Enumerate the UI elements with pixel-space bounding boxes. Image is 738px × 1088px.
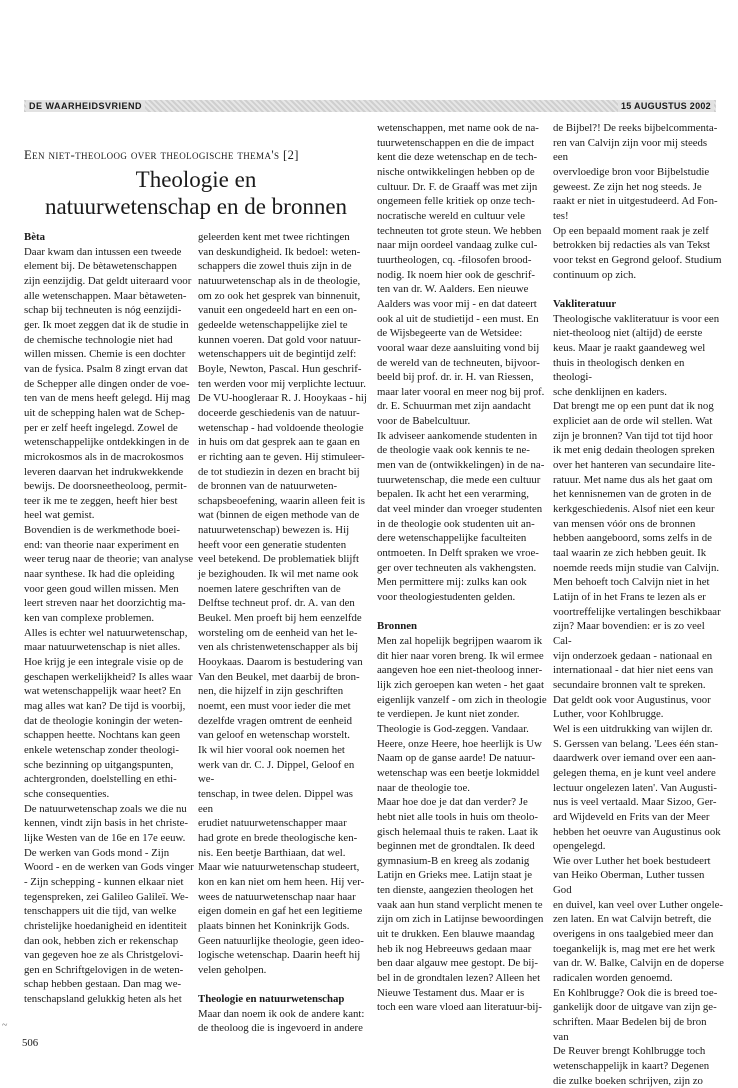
text-line: Delftse techneut prof. dr. A. van den — [198, 597, 355, 610]
text-line: Men zal hopelijk begrijpen waarom ik — [377, 634, 543, 647]
text-line — [553, 282, 724, 297]
text-line: Ik adviseer aankomende studenten in — [377, 429, 538, 442]
text-line: erudiet natuurwetenschapper maar — [198, 817, 347, 830]
text-line: leveren daarvan het indrukwekkende — [24, 465, 184, 478]
text-line: betrokken bij redacties als van Tekst — [553, 239, 711, 252]
margin-mark: ~ — [2, 1020, 8, 1031]
text-line: Woord - en de werken van Gods vinger — [24, 861, 194, 874]
text-line: de wereld van de techneuten, bijvoor- — [377, 356, 540, 369]
text-line: naar de theologie toe. — [377, 781, 470, 794]
text-line: Ik wil hier vooral ook noemen het — [198, 743, 345, 756]
text-line: uit te drukken. Een blauwe maandag — [377, 928, 535, 941]
text-line: ten werden voor mij verplichte lectuur. — [198, 377, 366, 390]
text-line: Van den Beukel, met daarbij de bron- — [198, 670, 360, 683]
text-line: keus. Maar je raakt gaandeweg wel — [553, 341, 706, 354]
text-line: Beukel. Men proeft bij hem eenzelfde — [198, 612, 362, 625]
text-line: lijk zich geroepen kan weten - het gaat — [377, 678, 544, 691]
text-line: expliciet aan de orde wil stellen. Wat — [553, 415, 713, 428]
text-line: hebben aangeboord, soms zelfs in de — [553, 532, 712, 545]
text-line: geweest. Ze zijn het nog steeds. Je — [553, 180, 702, 193]
text-line: vaak aan hun stand verplicht menen te — [377, 898, 543, 911]
text-line: wetenschappelijke ontdekkingen in de — [24, 436, 190, 449]
text-line: aangeven hoe een niet-theoloog inner- — [377, 664, 543, 677]
text-line: ren van Calvijn zijn voor mij steeds een — [553, 136, 708, 164]
text-line: tes! — [553, 209, 569, 222]
running-header — [24, 100, 716, 112]
text-line: Nieuwe Testament dus. Maar er is — [377, 986, 525, 999]
text-line: kon en kan niet om hem heen. Hij ver- — [198, 875, 365, 888]
text-line: voor geen goud willen missen. Men — [24, 582, 179, 595]
text-line: Boyle, Newton, Pascal. Hun geschrif- — [198, 362, 362, 375]
text-line: doceerde geschiedenis van de natuur- — [198, 406, 360, 419]
text-line: velen geholpen. — [198, 963, 267, 976]
text-line: kunnen voeren. Dat gold voor natuur- — [198, 333, 361, 346]
text-line: gisch helemaal thuis te raken. Laat ik — [377, 825, 538, 838]
text-line: dan ook, hebben zich er rekenschap — [24, 934, 179, 947]
text-line: vijn onderzoek gedaan - nationaal en — [553, 649, 713, 662]
section-heading: Vakliteratuur — [553, 297, 617, 310]
text-line: voor de Babelcultuur. — [377, 415, 471, 428]
text-line: natuurwetenschap als in de theologie, — [198, 274, 361, 287]
text-line: microkosmos als in de macrokosmos — [24, 450, 184, 463]
text-line: enkele wetenschap zonder theologi- — [24, 743, 179, 756]
text-column-2 — [198, 230, 368, 1036]
text-line: nus is veel vertaald. Maar Sizoo, Ger- — [553, 796, 717, 809]
text-line: lijke Westen van de 16e en 17e eeuw. — [24, 831, 186, 844]
text-line: ten van dr. W. Aalders. Een nieuwe — [377, 283, 529, 296]
text-line: De werken van Gods mond - Zijn — [24, 846, 170, 859]
text-line: Op een bepaald moment raak je zelf — [553, 224, 709, 237]
text-line: cultuur. Dr. F. de Graaff was met zijn — [377, 180, 538, 193]
text-line: beeld bij prof. dr. ir. H. van Riessen, — [377, 371, 534, 384]
text-line: ten dienste, aangezien theologen het — [377, 884, 534, 897]
text-line: ken van complexe problemen. — [24, 612, 155, 625]
text-line: dr. E. Schuurman met zijn aandacht — [377, 400, 531, 413]
text-line: de bronnen van de natuurweten- — [198, 480, 338, 493]
text-line: De natuurwetenschap zoals we die nu — [24, 802, 187, 815]
text-line: Men permittere mij: zulks kan ook — [377, 576, 527, 589]
text-line: de Schepper alle dingen onder de voe- — [24, 377, 190, 390]
text-line: van deskundigheid. Ik bedoel: weten- — [198, 245, 361, 258]
text-line: schriften. Maar Bedelen bij de bron van — [553, 1016, 707, 1043]
text-line: zijn? Maar bovendien: er is zo veel Cal- — [553, 620, 705, 647]
text-line: teer ik me te zeggen, heeft hier best — [24, 494, 178, 507]
text-line: tuurwetenschap, die mede een cultuur — [377, 473, 541, 486]
text-line: naar synthese. Ik had die opleiding — [24, 568, 175, 581]
text-line: Hooykaas. Daarom is bestudering van — [198, 656, 363, 669]
text-line: hebben het oeuvre van Augustinus ook — [553, 825, 721, 838]
text-line: Theologie is God-zeggen. Vandaar. — [377, 722, 529, 735]
text-line: voor tekst en Gegrond geloof. Studium — [553, 253, 722, 266]
text-line: Naam op de ganse aarde! De natuur- — [377, 752, 536, 765]
text-line: werk van dr. C. J. Dippel, Geloof en we- — [198, 758, 355, 786]
text-line: tenschappers uit die tijd, van welke — [24, 905, 177, 918]
text-line: je bezighouden. Ik wil met name ook — [198, 568, 359, 581]
text-line: ven als christenwetenschapper als bij — [198, 641, 359, 654]
text-line: men van de (ontwikkelingen) in de na- — [377, 459, 545, 472]
text-line: tuurtheologen, cq. -filosofen brood- — [377, 253, 532, 266]
text-line: hebt niet alle tools in huis om theolo- — [377, 810, 539, 823]
text-line: uit de schepping halen wat de Schep- — [24, 406, 185, 419]
text-line: geschapen werkelijkheid? Is alles waar — [24, 670, 193, 683]
text-line: in huis om dat gesprek aan te gaan en — [198, 436, 360, 449]
text-line: ger over techneuten als vakhengsten. — [377, 561, 537, 574]
text-line: en duivel, kan veel over Luther ongele- — [553, 898, 723, 911]
publication-name: DE WAARHEIDSVRIEND — [26, 100, 145, 112]
text-line: overvloedige bron voor Bijbelstudie — [553, 165, 710, 178]
text-line: van de fysica. Psalm 8 zingt ervan dat — [24, 362, 188, 375]
text-line: Maar wie natuurwetenschap studeert, — [198, 861, 360, 874]
text-column-3 — [377, 121, 548, 1015]
text-line: noemen latere geschriften van de — [198, 582, 341, 595]
text-line: schapsbeoefening, waarin alleen feit is — [198, 494, 365, 507]
text-line: gymnasium-B en kreeg als zodanig — [377, 854, 530, 867]
text-line: nen, die hijzelf in zijn geschriften — [198, 685, 344, 698]
text-line: veel betekend. De problematiek blijft — [198, 553, 359, 566]
text-line — [198, 977, 368, 992]
text-line: vooral waar deze aansluiting vond bij — [377, 341, 540, 354]
text-line: kennen, vindt zijn basis in het christe- — [24, 817, 189, 830]
text-line: bewijs. De doorsneetheoloog, permit- — [24, 480, 187, 493]
text-line: gen en Schriftgelovigen in de weten- — [24, 963, 184, 976]
text-line: het kennisnemen van de groten in de — [553, 488, 712, 501]
text-line: christelijke hoedanigheid en identiteit — [24, 919, 187, 932]
text-line: raakt er niet in uitgestudeerd. Ad Fon- — [553, 195, 718, 208]
text-line: toch een ware vloed aan literatuur-bij- — [377, 1001, 542, 1014]
text-line: ger. Ik moet zeggen dat ik de studie in — [24, 318, 189, 331]
text-line: heeft voor een generatie studenten — [198, 538, 347, 551]
text-line: te verdiepen. Je kunt niet zonder. — [377, 708, 520, 721]
text-line: dit hier naar voren breng. Ik wil ermee — [377, 649, 544, 662]
text-line: Bovendien is de werkmethode boei- — [24, 524, 180, 537]
text-line: worsteling om de eenheid van het le- — [198, 626, 358, 639]
text-line: nis. Een beetje Barthiaan, dat wel. — [198, 846, 346, 859]
text-line: schappers die zowel thuis zijn in de — [198, 260, 352, 273]
text-line: - Zijn schepping - kunnen elkaar niet — [24, 875, 184, 888]
text-line: de Wijsbegeerte van de Wetsidee: — [377, 327, 523, 340]
text-line: Hoe krijg je een integrale visie op de — [24, 656, 184, 669]
text-line: taal waarin ze zich hebben geuit. Ik — [553, 547, 707, 560]
text-line: noemde reeds mijn studie van Calvijn. — [553, 561, 720, 574]
text-line: kerkgeschiedenis. Alsof niet een keur — [553, 503, 715, 516]
text-line: geleerden kent met twee richtingen — [198, 231, 350, 243]
text-line: logische wetenschap. Daarin heeft hij — [198, 949, 361, 962]
text-line: noemt, een must voor ieder die met — [198, 700, 351, 712]
text-line: dat de theologie koningin der weten- — [24, 714, 183, 727]
text-line: Daar kwam dan intussen een tweede — [24, 245, 182, 258]
text-line: dat veel minder dan vroeger studenten — [377, 503, 543, 516]
text-line: daardwerk over iemand over een aan- — [553, 752, 716, 765]
text-line: wat (binnen de eigen methode van de — [198, 509, 360, 522]
text-line: nische ontwikkelingen hebben op de — [377, 165, 535, 178]
text-line: techneuten tot grote steun. We hebben — [377, 224, 542, 237]
text-line: Men behoeft toch Calvijn niet in het — [553, 576, 710, 589]
text-line: internationaal - dat hier niet eens van — [553, 664, 714, 677]
title-line-1: Theologie en — [135, 167, 257, 192]
text-line: sche denklijnen en kaders. — [553, 385, 667, 398]
text-line: Heere, onze Heere, hoe heerlijk is Uw — [377, 737, 542, 750]
text-line: gankelijk door de uitgave van zijn ge- — [553, 1001, 717, 1014]
section-heading: Bèta — [24, 231, 45, 243]
text-line: En Kohlbrugge? Ook die is breed toe- — [553, 986, 718, 999]
text-line: wetenschappen, met name ook de na- — [377, 122, 539, 134]
text-line: van gegeven hoe ze als Christgelovi- — [24, 949, 184, 962]
text-line: toegankelijk is, mag met ere het werk — [553, 942, 716, 955]
text-line: tenschapsland gelukkig heten als het — [24, 993, 182, 1006]
text-line: Theologische vakliteratuur is voor een — [553, 312, 720, 325]
text-line: mag alles wat kan? De tijd is voorbij, — [24, 700, 186, 712]
text-line: wetenschap - had voldoende theologie — [198, 421, 364, 434]
text-line: natuurwetenschap) bewezen is. Hij — [198, 524, 350, 537]
text-line: secundaire bronnen valt te spreken. — [553, 678, 706, 691]
text-line: voortreffelijke vertalingen beschikbaar — [553, 605, 721, 618]
text-line: de theologie vaak ook kennis te ne- — [377, 444, 530, 457]
text-line: wees de natuurwetenschap naar haar — [198, 890, 356, 903]
text-line: per er zelf heeft ingelegd. Zowel de — [24, 421, 178, 434]
text-line: bel in de grondtalen lezen? Alleen het — [377, 972, 541, 985]
text-line: nodig. Ik noem hier ook de geschrif- — [377, 268, 536, 281]
text-line: end: van theorie naar experiment en — [24, 538, 179, 551]
text-line: ik met enig dedain theologen spreken — [553, 444, 715, 457]
text-line: bepalen. Ik acht het een verarming, — [377, 488, 529, 501]
text-line: maar later vooral en meer nog bij prof. — [377, 385, 545, 398]
text-line: Latijn en Grieks mee. Latijn staat je — [377, 869, 532, 882]
text-line: ard Wijdeveld en Frits van der Meer — [553, 810, 710, 823]
text-line: Latijn of in het Frans te lezen als er — [553, 591, 706, 603]
text-line: Dat geldt ook voor Augustinus, voor — [553, 693, 711, 706]
text-line: Aalders was voor mij - en dat dateert — [377, 297, 537, 310]
text-line: schappen heette. Nochtans kan geen — [24, 729, 181, 742]
text-line: zen laten. En wat Calvijn betreft, die — [553, 913, 712, 926]
text-line: had grote en brede theologische ken- — [198, 831, 358, 844]
text-line: gedeelde wetenschappelijke ziel te — [198, 318, 348, 331]
text-line: Luther, voor Kohlbrugge. — [553, 708, 664, 721]
text-line: beginnen met de grondtalen. Ik deed — [377, 840, 535, 853]
text-line: S. Gerssen van belang. 'Lees één stan- — [553, 737, 719, 750]
text-line: voor theologiestudenten gelden. — [377, 591, 516, 603]
text-line: alle wetenschappen. Maar bètaweten- — [24, 289, 187, 302]
text-line: willen missen. Chemie is een dochter — [24, 348, 186, 361]
text-line: de tot studiezin in dezen en bracht bij — [198, 465, 360, 478]
text-line: overigens in ons taalgebied meer dan — [553, 928, 714, 941]
text-line: maar natuurwetenschap is niet alles. — [24, 641, 181, 654]
text-line: tegenspreken, zei Galileo Galileï. We- — [24, 890, 189, 903]
section-heading: Bronnen — [377, 620, 418, 633]
text-line: die zulke boeken schrijven, zijn zo — [553, 1074, 703, 1087]
text-line: sche consequenties. — [24, 787, 110, 800]
text-line: van Heiko Oberman, Luther tussen God — [553, 869, 705, 897]
text-column-1 — [24, 230, 194, 1007]
text-line: kent die deze wetenschap en de tech- — [377, 151, 538, 164]
text-line: eigen domein en gaf het een legitieme — [198, 905, 363, 918]
text-line: tuurwetenschappen en die de impact — [377, 136, 535, 149]
text-line: wat wetenschappelijk waar heet? En — [24, 685, 182, 698]
text-line: vanuit een ongedeeld hart en een on- — [198, 304, 357, 317]
text-line: tenschap, in twee delen. Dippel was een — [198, 787, 354, 815]
text-line: er richting aan te geven. Hij stimuleer- — [198, 450, 365, 463]
text-line: element bij. De bètawetenschappen — [24, 260, 177, 273]
text-line: ten van de mens heeft gelegd. Hij mag — [24, 392, 191, 405]
text-line: plaats binnen het Koninkrijk Gods. — [198, 919, 350, 932]
title-line-2: natuurwetenschap en de bronnen — [44, 194, 348, 219]
text-line: eigenlijk vanzelf - om zich in theologie — [377, 693, 547, 706]
text-line: wetenschappers uit de begintijd zelf: — [198, 348, 357, 361]
text-line: Geen natuurlijke theologie, geen ideo- — [198, 934, 364, 947]
text-line: weer terug naar de theorie; van analyse — [24, 553, 194, 566]
text-line: nocratische wereld en cultuur vele — [377, 209, 526, 222]
text-line: Maar dan noem ik ook de andere kant: — [198, 1007, 365, 1020]
text-line: ontmoeten. In Delft spraken we vroe- — [377, 547, 539, 560]
text-line: opengelegd. — [553, 840, 606, 853]
text-line: naar mijn oordeel vandaag zulke cul- — [377, 239, 538, 252]
text-line: Dat brengt me op een punt dat ik nog — [553, 400, 714, 413]
text-line: zijn om zich in Latijnse bewoordingen — [377, 913, 544, 926]
text-line: wetenschappelijk in kaart? Degenen — [553, 1060, 710, 1072]
text-line: De VU-hoogleraar R. J. Hooykaas - hij — [198, 392, 367, 405]
text-line: heb ik nog Hebreeuws gedaan maar — [377, 942, 532, 955]
text-line: de Bijbel?! De reeks bijbelcommenta- — [553, 122, 718, 134]
text-line: zijn eenzijdig. Dat geldt uiteraard voor — [24, 274, 192, 287]
text-line: van geloof en wetenschap worstelt. — [198, 729, 351, 742]
text-line: niet-theoloog niet (altijd) de eerste — [553, 327, 703, 340]
text-line: Alles is echter wel natuurwetenschap, — [24, 626, 188, 639]
text-line: zijn je bronnen? Van tijd tot tijd hoor — [553, 429, 713, 442]
text-line: gelegen thema, en je kunt veel andere — [553, 766, 716, 779]
text-line: achtergronden, doelstelling en ethi- — [24, 773, 177, 786]
text-line: leert streven naar het doorzichtig ma- — [24, 597, 186, 610]
text-line: dere wetenschappelijke faculteiten — [377, 532, 527, 545]
text-line: schap hebben gestaan. Dan mag we- — [24, 978, 182, 991]
text-line: de theoloog die is ingevoerd in andere — [198, 1022, 363, 1035]
text-line: ongemeen felle kritiek op onze tech- — [377, 195, 535, 208]
article-kicker: Een niet-theoloog over theologische thema's [2] — [24, 148, 299, 162]
section-heading: Theologie en natuurwetenschap — [198, 993, 345, 1006]
text-line: in de theologie ook studenten uit an- — [377, 517, 535, 530]
text-line: Maar hoe doe je dat dan verder? Je — [377, 796, 528, 809]
text-line: om zo ook het gesprek van binnenuit, — [198, 289, 361, 302]
article-title — [24, 166, 368, 220]
text-line: van mensen vóór ons de bronnen — [553, 517, 696, 530]
text-line: wetenschap was een beetje lokmiddel — [377, 766, 540, 779]
page-number: 506 — [22, 1037, 39, 1049]
text-column-4 — [553, 121, 724, 1088]
text-line: ook al uit de studietijd - een must. En — [377, 312, 539, 325]
text-line: heel wat gemist. — [24, 509, 95, 522]
text-line: over het hanteren van secundaire lite- — [553, 459, 716, 472]
text-line: ratuur. Met name dus als het gaat om — [553, 473, 713, 486]
text-line: lectuur ongelezen laten'. Van Augusti- — [553, 781, 717, 794]
text-line: sche bezinning op uitgangspunten, — [24, 758, 174, 771]
text-line: ben daar algauw mee gestopt. De bij- — [377, 957, 538, 970]
text-line: Wel is een uitdrukking van wijlen dr. — [553, 722, 713, 735]
text-line: De Reuver brengt Kohlbrugge toch — [553, 1045, 706, 1058]
text-line: dezelfde vragen omtrent de eenheid — [198, 714, 353, 727]
text-line: van dr. W. Balke, Calvijn en de doperse — [553, 957, 724, 970]
text-line: Wie over Luther het boek bestudeert — [553, 854, 711, 867]
text-line: continuum op zich. — [553, 268, 637, 281]
text-line: radicalen worden genoemd. — [553, 972, 673, 985]
text-line: thuis in theologisch denken en theologi- — [553, 356, 685, 384]
text-line — [377, 605, 548, 620]
text-line: schap bij techneuten is nóg eenzijdi- — [24, 304, 182, 317]
text-line: de chemische technologie niet had — [24, 333, 173, 346]
issue-date: 15 AUGUSTUS 2002 — [618, 100, 714, 112]
